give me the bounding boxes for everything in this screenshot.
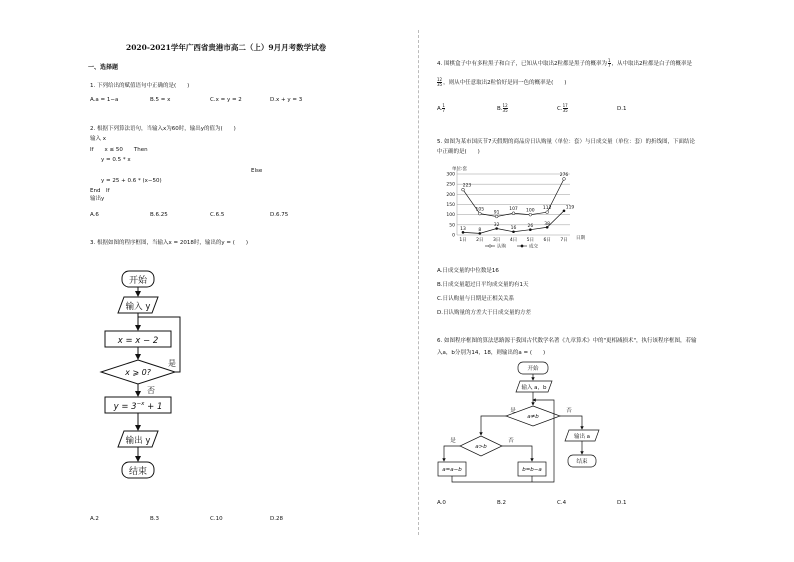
q6-option-b: B.2 [497,500,507,506]
q2-code-line: 输出y [90,196,105,202]
data-point [462,188,465,191]
x-tick-label: 6日 [543,238,551,243]
legend-marker [521,245,523,247]
q4-option-a: A. $\frac{1}{7}$ [437,103,445,113]
q5-option-c: C.日认购量与日期是正相关关系 [437,296,515,302]
q3-end-label: 结束 [128,467,148,477]
data-label: 91 [493,210,500,216]
q5-option-a: A.日成交量的中位数是16 [437,268,499,274]
q2-code-line: 输入 x [90,136,107,142]
q3-input-label: 输入 y [125,302,151,312]
data-label: 26 [527,224,534,230]
y-tick-label: 0 [452,233,455,239]
q6-output-label: 输出 a [573,434,591,440]
data-point [512,212,515,215]
q6-stem-line1: 6. 如图程序框图的算法思路源于我国古代数学名著《九章算术》中的"更相减损术"，执行该程序框图，若输 [437,338,697,344]
q1-stem: 1. 下列给出的赋值语句中正确的是( ) [90,83,190,89]
q6-flowchart [436,360,606,490]
q6-option-a: A.0 [437,500,446,506]
q3-option-c: C.10 [210,516,223,522]
data-label: 276 [559,172,569,178]
data-label: 105 [475,207,485,213]
q5-xlabel: 日期 [576,236,585,241]
x-tick-label: 7日 [560,238,568,243]
q6-option-c: C.4 [557,500,567,506]
q5-stem-line1: 5. 如图为某市国庆节7天假期的商品房日认购量（单位：套）与日成交量（单位：套）的折线图，下面结论 [437,139,695,145]
data-label: 16 [510,226,517,232]
q3-assign-label: $y = 3^{-x} + 1$ [113,401,163,412]
q6-left-label: a=a−b [442,467,462,473]
q4-option-d: D.1 [617,106,627,112]
data-label: 112 [542,206,552,212]
y-tick-label: 250 [446,182,455,188]
q1-option-a: A.a = 1−a [90,97,119,103]
data-label: 8 [478,227,482,233]
x-tick-label: 5日 [526,238,535,243]
data-label: 32 [493,222,500,228]
data-point [495,215,498,218]
q4-option-b: B. $\frac{12}{35}$ [497,103,508,113]
q3-process-label: x = x − 2 [117,336,159,346]
q3-output-label: 输出 y [125,436,151,446]
data-label: 107 [509,207,518,213]
legend-marker [489,245,491,247]
q2-code-line: If x ≤ 50 Then [90,147,148,153]
q3-option-a: A.2 [90,516,99,522]
data-point [478,212,481,215]
data-point [546,211,549,214]
q2-option-b: B.6.25 [150,212,168,218]
q1-option-b: B.5 = x [150,97,171,103]
page-title: 2020-2021学年广西省贵港市高二（上）9月月考数学试卷 [126,43,327,52]
q6-no1-label: 否 [566,408,572,414]
q2-stem: 2. 根据下列算法语句，当输入x为60时，输出y的值为( ) [90,126,236,132]
x-tick-label: 2日 [476,238,484,243]
data-label: 13 [460,226,466,232]
data-point [563,177,566,180]
q5-option-d: D.日认购量的方差大于日成交量的方差 [437,310,531,316]
q6-cond1-label: a≠b [527,414,539,420]
q5-option-b: B.日成交量超过日平均成交量的有1天 [437,282,529,288]
q5-stem-line2: 中正确的是( ) [437,149,480,155]
q3-option-b: B.3 [150,516,160,522]
q6-yes1-label: 是 [510,408,516,414]
q6-yes2-label: 是 [450,438,456,444]
q3-flowchart [95,262,195,492]
q5-ylabel: 单位:套 [452,167,468,172]
q2-option-c: C.6.5 [210,212,225,218]
y-tick-label: 150 [446,203,455,208]
q3-yes-label: 是 [168,359,176,368]
q6-stem-line2: 入a，b分别为14，18，则输出的a = ( ) [437,350,546,356]
legend-label: 成交 [529,244,538,250]
q2-code-line: y = 0.5 * x [90,157,131,163]
legend-label: 认购 [497,244,506,250]
y-tick-label: 300 [446,172,455,178]
q3-option-d: D.28 [270,516,283,522]
x-tick-label: 4日 [509,238,518,243]
q6-start-label: 开始 [527,366,539,372]
q2-code-line: y = 25 + 0.6 * (x−50) [90,178,162,184]
q4-stem-line2: $\frac{12}{35}$ ，则从中任意取出2粒恰好是同一色的概率是( ) [437,77,567,87]
q1-option-d: D.x + y = 3 [270,97,303,103]
q2-code-line: End If [90,188,110,194]
y-tick-label: 100 [446,213,455,219]
column-divider [418,30,419,535]
data-point [529,213,532,216]
q6-option-d: D.1 [617,500,627,506]
section-heading: 一、选择题 [88,64,119,71]
q4-stem-line1: 4. 围棋盒子中有多粒黑子和白子，已知从中取出2粒都是黑子的概率为 $\frac{1}{7}$ ，从中取出2粒都是白子的概率是 [437,58,693,68]
q3-no-label: 否 [147,386,155,395]
y-tick-label: 50 [449,223,455,229]
q6-right-label: b=b−a [522,467,542,473]
q5-line-chart [430,160,590,256]
x-tick-label: 3日 [492,238,501,243]
q6-cond2-label: a>b [475,444,487,450]
q2-option-d: D.6.75 [270,212,289,218]
q2-option-a: A.6 [90,212,99,218]
data-label: 223 [462,183,472,189]
q6-end-label: 结束 [576,459,588,465]
q6-input-label: 输入 a，b [521,385,547,391]
q3-start-label: 开始 [128,276,148,286]
q1-option-c: C.x = y = 2 [210,97,242,103]
data-label: 119 [565,205,575,211]
x-tick-label: 1日 [459,238,467,243]
q2-code-line: Else [251,168,263,174]
data-label: 38 [544,221,551,227]
q3-stem: 3. 根据如图的程序框图，当输入x = 2018时，输出的y = ( ) [90,240,249,246]
y-tick-label: 200 [446,192,455,198]
q6-no2-label: 否 [508,438,514,444]
q4-option-c: C. $\frac{17}{35}$ [557,103,568,113]
data-label: 100 [526,208,535,214]
q3-cond-label: x ⩾ 0? [125,368,151,377]
